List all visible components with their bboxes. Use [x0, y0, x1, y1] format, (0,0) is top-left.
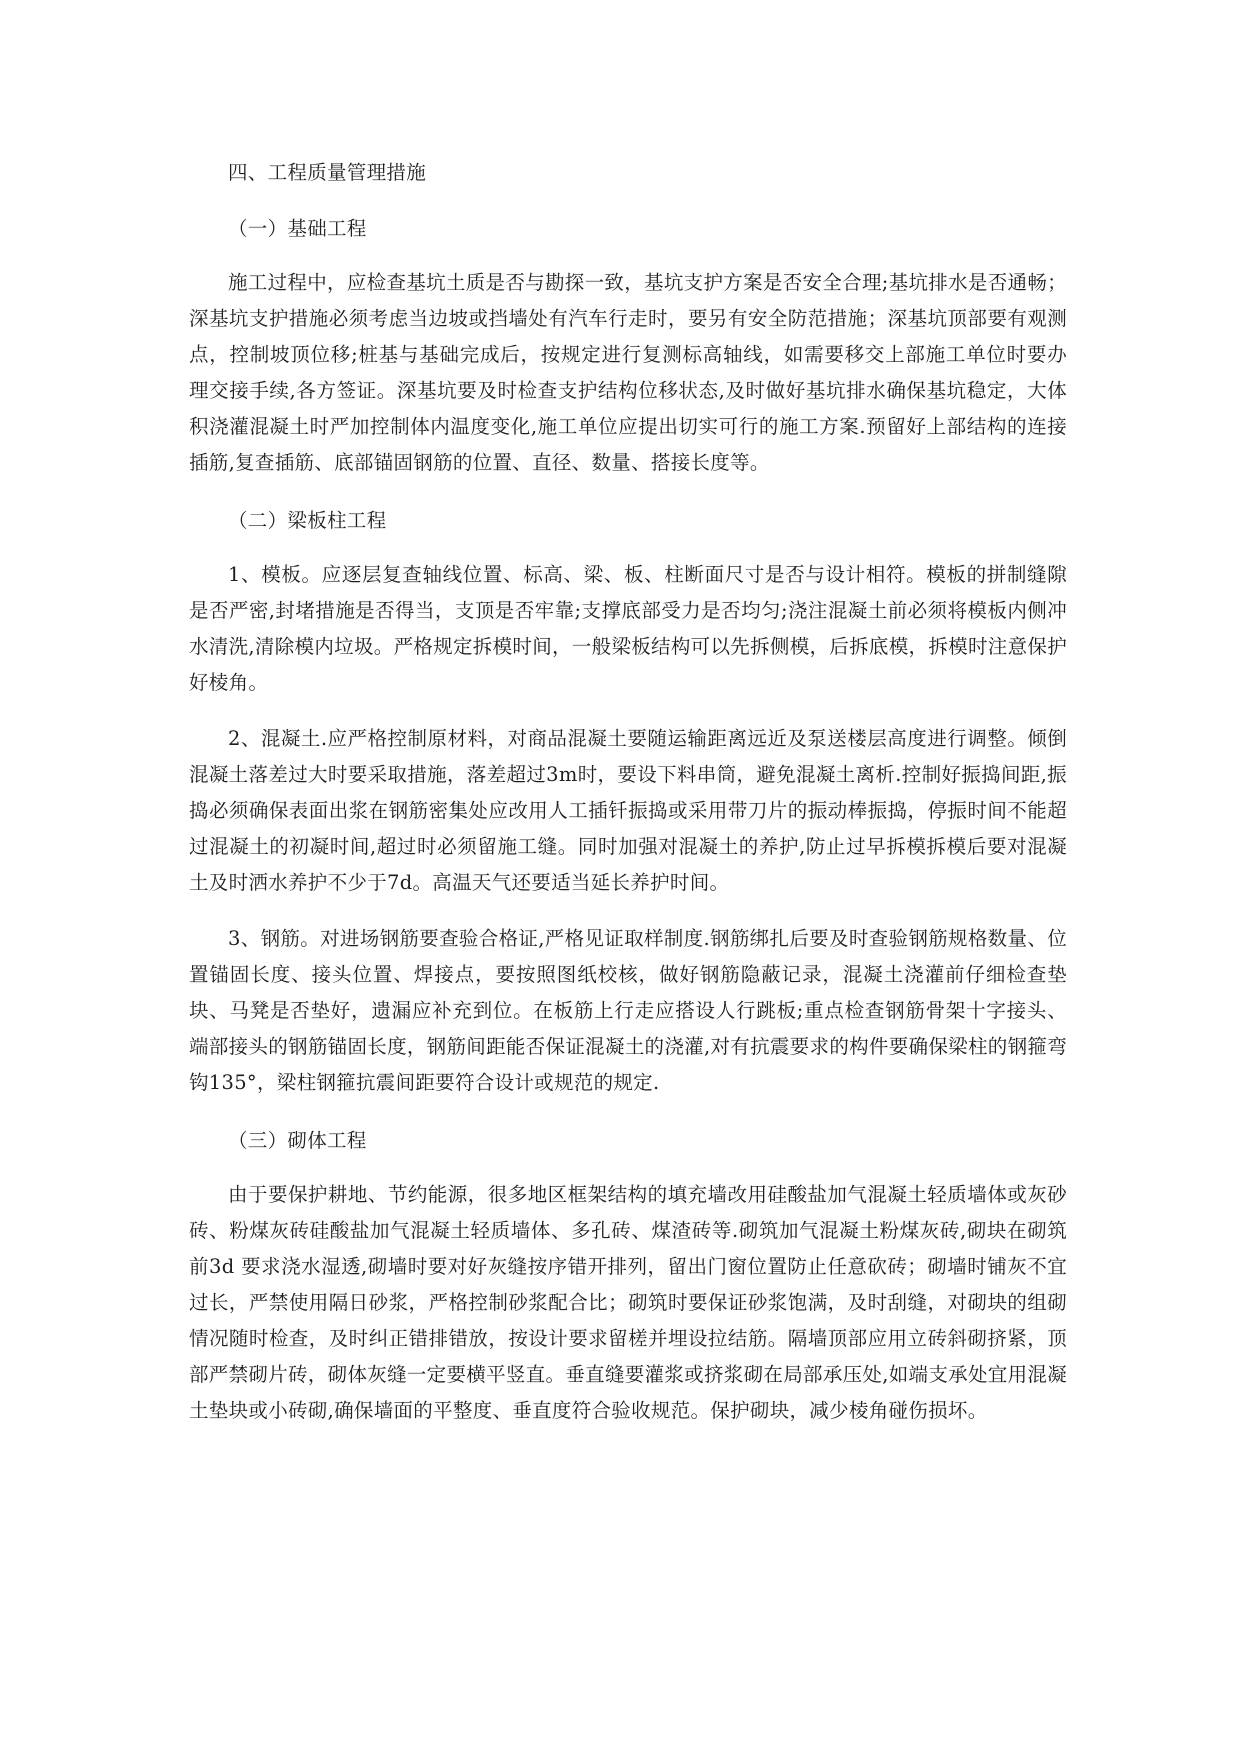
section-heading-beam-slab-column: （二）梁板柱工程 [228, 509, 387, 532]
paragraph-foundation: 施工过程中，应检查基坑土质是否与勘探一致，基坑支护方案是否安全合理;基坑排水是否通畅；深基坑支护措施必须考虑当边坡或挡墙处有汽车行走时，要另有安全防范措施；深基坑顶部要有观测点，控制坡顶位移;桩基与基础完成后，按规定进行复测标高轴线，如需要移交上部施工单位时要办理交接手续,各方签证。深基坑要及时检查支护结构位移状态,及时做好基坑排水确保基坑稳定，大体积浇灌混凝土时严加控制体内温度变化,施工单位应提出切实可行的施工方案.预留好上部结构的连接插筋,复查插筋、底部锚固钢筋的位置、直径、数量、搭接长度等。 [189, 271, 1067, 474]
document-body [189, 153, 1067, 1449]
section-heading-foundation: （一）基础工程 [228, 217, 367, 240]
paragraph-formwork: 1、模板。应逐层复查轴线位置、标高、梁、板、柱断面尺寸是否与设计相符。模板的拼制缝隙是否严密,封堵措施是否得当，支顶是否牢靠;支撑底部受力是否均匀;浇注混凝土前必须将模板内侧冲水清洗,清除模内垃圾。严格规定拆模时间，一般梁板结构可以先拆侧模，后拆底模，拆模时注意保护好棱角。 [189, 563, 1067, 694]
section-heading-masonry: （三）砌体工程 [228, 1129, 367, 1152]
document-title: 四、工程质量管理措施 [228, 161, 427, 184]
paragraph-concrete: 2、混凝土.应严格控制原材料，对商品混凝土要随运输距离远近及泵送楼层高度进行调整。倾倒混凝土落差过大时要采取措施，落差超过3m时，要设下料串筒，避免混凝土离析.控制好振捣间距,振捣必须确保表面出浆在钢筋密集处应改用人工插钎振捣或采用带刀片的振动棒振捣，停振时间不能超过混凝土的初凝时间,超过时必须留施工缝。同时加强对混凝土的养护,防止过早拆模拆模后要对混凝土及时洒水养护不少于7d。高温天气还要适当延长养护时间。 [189, 727, 1067, 894]
paragraph-rebar: 3、钢筋。对进场钢筋要查验合格证,严格见证取样制度.钢筋绑扎后要及时查验钢筋规格数量、位置锚固长度、接头位置、焊接点，要按照图纸校核，做好钢筋隐蔽记录，混凝土浇灌前仔细检查垫块、马凳是否垫好，遗漏应补充到位。在板筋上行走应搭设人行跳板;重点检查钢筋骨架十字接头、端部接头的钢筋锚固长度，钢筋间距能否保证混凝土的浇灌,对有抗震要求的构件要确保梁柱的钢箍弯钩135°，梁柱钢箍抗震间距要符合设计或规范的规定. [189, 927, 1067, 1094]
paragraph-masonry: 由于要保护耕地、节约能源，很多地区框架结构的填充墙改用硅酸盐加气混凝土轻质墙体或灰砂砖、粉煤灰砖硅酸盐加气混凝土轻质墙体、多孔砖、煤渣砖等.砌筑加气混凝土粉煤灰砖,砌块在砌筑前3d 要求浇水湿透,砌墙时要对好灰缝按序错开排列，留出门窗位置防止任意砍砖；砌墙时铺灰不宜过长，严禁使用隔日砂浆，严格控制砂浆配合比；砌筑时要保证砂浆饱满，及时刮缝，对砌块的组砌情况随时检查，及时纠正错排错放，按设计要求留槎并埋设拉结筋。隔墙顶部应用立砖斜砌挤紧，顶部严禁砌片砖，砌体灰缝一定要横平竖直。垂直缝要灌浆或挤浆砌在局部承压处,如端支承处宜用混凝土垫块或小砖砌,确保墙面的平整度、垂直度符合验收规范。保护砌块，减少棱角碰伤损坏。 [189, 1183, 1067, 1422]
